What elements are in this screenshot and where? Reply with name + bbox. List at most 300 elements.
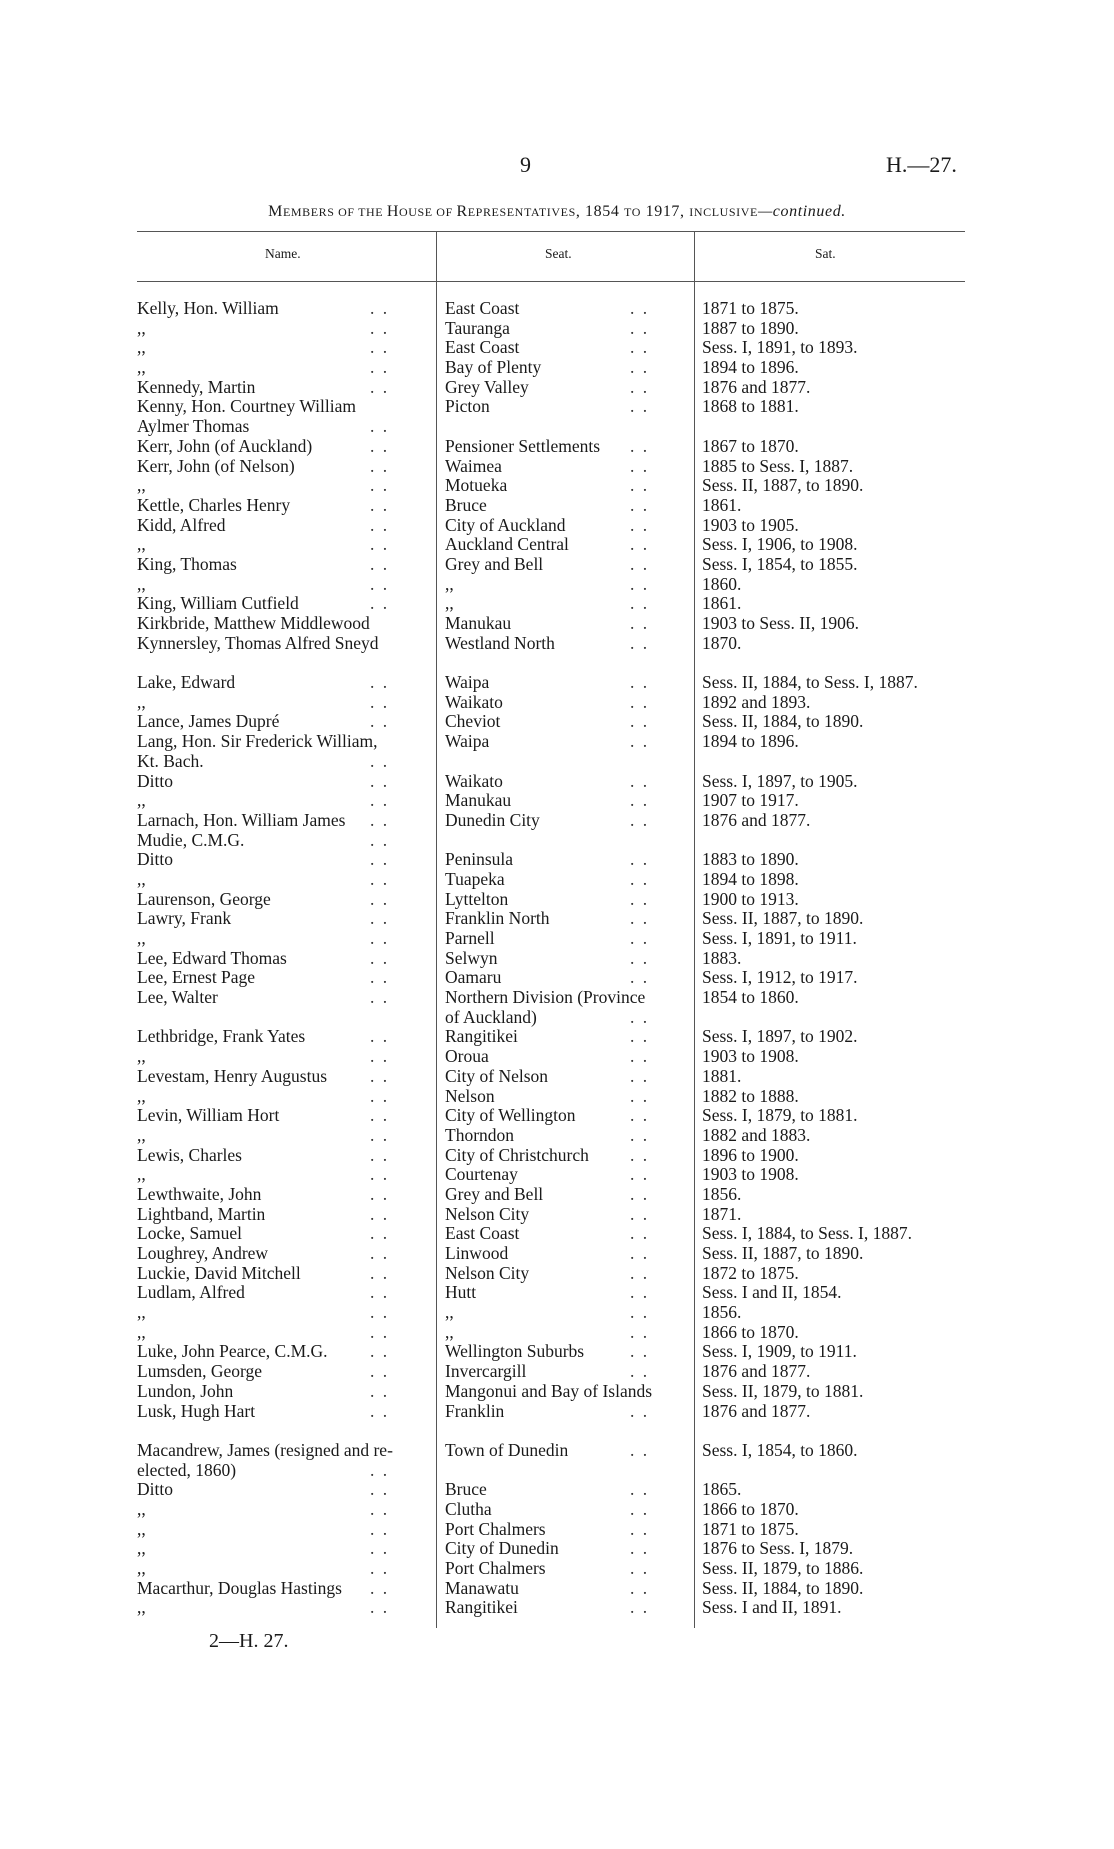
table-row — [0, 1402, 1114, 1422]
leader-dots: . . — [370, 455, 390, 476]
caption-part: R — [456, 203, 468, 220]
leader-dots: . . — [630, 888, 650, 909]
leader-dots: . . — [630, 1262, 650, 1283]
leader-dots: . . — [630, 376, 650, 397]
leader-dots: . . — [370, 829, 390, 850]
table-row — [0, 614, 1114, 634]
page-number: 9 — [520, 152, 531, 177]
sat-cell: 1865. — [702, 1479, 742, 1500]
sat-cell: 1876 and 1877. — [702, 376, 811, 397]
table-row — [0, 1205, 1114, 1225]
caption-part: EPRESENTATIVES — [467, 205, 576, 219]
sat-cell: 1866 to 1870. — [702, 1321, 799, 1342]
sat-cell: 1881. — [702, 1065, 742, 1086]
table-row — [0, 555, 1114, 575]
name-cell: Ditto — [137, 770, 173, 791]
name-cell: Kettle, Charles Henry — [137, 494, 291, 515]
name-cell: Mudie, C.M.G. — [137, 829, 245, 850]
sat-cell: Sess. II, 1879, to 1886. — [702, 1558, 864, 1578]
column-header-seat: Seat. — [545, 246, 572, 261]
table-spacer — [0, 653, 1114, 673]
leader-dots: . . — [370, 1105, 390, 1126]
leader-dots: . . — [630, 1026, 650, 1047]
leader-dots: . . — [630, 849, 650, 870]
seat-cell: Tauranga — [445, 317, 510, 338]
leader-dots: . . — [630, 1518, 650, 1539]
name-cell: Kerr, John (of Auckland) — [137, 435, 313, 456]
leader-dots: . . — [370, 1262, 390, 1283]
table-row — [0, 1342, 1114, 1362]
sat-cell: 1860. — [702, 573, 742, 594]
name-cell: Lee, Ernest Page — [137, 967, 256, 988]
caption-continued: —continued. — [757, 203, 846, 220]
name-cell: Lang, Hon. Sir Frederick William, — [137, 731, 378, 752]
leader-dots: . . — [630, 672, 650, 693]
name-cell: ,, — [137, 1518, 146, 1539]
table-row — [0, 1224, 1114, 1244]
name-cell: ,, — [137, 790, 146, 811]
name-cell: Lumsden, George — [137, 1361, 263, 1382]
sat-cell: Sess. II, 1887, to 1890. — [702, 475, 864, 496]
sat-cell: Sess. II, 1884, to 1890. — [702, 711, 864, 732]
sat-cell: Sess. I, 1879, to 1881. — [702, 1105, 858, 1126]
caption-part: OUSE OF — [398, 205, 457, 219]
leader-dots: . . — [370, 573, 390, 594]
leader-dots: . . — [370, 1026, 390, 1047]
seat-cell: Nelson City — [445, 1262, 530, 1283]
table-row — [0, 1244, 1114, 1264]
sat-cell: 1867 to 1870. — [702, 435, 799, 456]
leader-dots: . . — [630, 1400, 650, 1421]
sat-cell: 1903 to 1908. — [702, 1164, 799, 1185]
name-cell: ,, — [137, 1321, 146, 1342]
table-row — [0, 1598, 1114, 1618]
sat-cell: 1892 and 1893. — [702, 691, 811, 712]
seat-cell: Manukau — [445, 613, 512, 633]
name-cell: Kt. Bach. — [137, 750, 204, 771]
leader-dots: . . — [630, 573, 650, 594]
sat-cell: 1882 to 1888. — [702, 1085, 799, 1106]
seat-cell: Bruce — [445, 494, 487, 515]
table-header-rule — [137, 281, 965, 282]
leader-dots: . . — [630, 1361, 650, 1382]
seat-cell: Manawatu — [445, 1577, 519, 1598]
leader-dots: . . — [630, 534, 650, 555]
table-row — [0, 1146, 1114, 1166]
leader-dots: . . — [630, 790, 650, 811]
leader-dots: . . — [370, 908, 390, 929]
leader-dots: . . — [370, 514, 390, 535]
leader-dots: . . — [630, 1577, 650, 1598]
leader-dots: . . — [630, 396, 650, 417]
leader-dots: . . — [370, 1282, 390, 1303]
seat-cell: Grey and Bell — [445, 553, 544, 574]
table-caption — [0, 203, 1114, 221]
leader-dots: . . — [630, 593, 650, 614]
table-row — [0, 1579, 1114, 1599]
sat-cell: 1903 to 1905. — [702, 514, 799, 535]
leader-dots: . . — [370, 691, 390, 712]
sat-cell: Sess. I, 1897, to 1902. — [702, 1026, 858, 1047]
seat-cell: Town of Dunedin — [445, 1439, 569, 1460]
name-cell: ,, — [137, 1302, 146, 1323]
table-row — [0, 949, 1114, 969]
leader-dots: . . — [630, 1006, 650, 1027]
table-row — [0, 496, 1114, 516]
sat-cell: 1872 to 1875. — [702, 1262, 799, 1283]
sat-cell: 1876 and 1877. — [702, 1400, 811, 1421]
table-row — [0, 299, 1114, 319]
name-cell: ,, — [137, 1558, 146, 1578]
name-cell: ,, — [137, 1085, 146, 1106]
leader-dots: . . — [370, 435, 390, 456]
leader-dots: . . — [630, 613, 650, 633]
leader-dots: . . — [630, 967, 650, 988]
table-row — [0, 457, 1114, 477]
name-cell: ,, — [137, 1498, 146, 1519]
table-row — [0, 1027, 1114, 1047]
table-row — [0, 516, 1114, 536]
name-cell: ,, — [137, 1597, 146, 1618]
table-row — [0, 1008, 1114, 1028]
sheet-footer: 2—H. 27. — [209, 1630, 289, 1652]
table-row — [0, 1480, 1114, 1500]
seat-cell: Pensioner Settlements — [445, 435, 601, 456]
name-cell: King, William Cutfield — [137, 593, 299, 614]
leader-dots: . . — [370, 1380, 390, 1401]
sat-cell: 1876 to Sess. I, 1879. — [702, 1538, 854, 1559]
name-cell: ,, — [137, 928, 146, 948]
leader-dots: . . — [370, 1597, 390, 1618]
leader-dots: . . — [630, 731, 650, 752]
table-row — [0, 1087, 1114, 1107]
name-cell: Aylmer Thomas — [137, 416, 250, 437]
seat-cell: ,, — [445, 1321, 454, 1342]
seat-cell: Tuapeka — [445, 868, 505, 889]
sat-cell: 1896 to 1900. — [702, 1144, 799, 1165]
leader-dots: . . — [630, 809, 650, 830]
leader-dots: . . — [630, 514, 650, 535]
seat-cell: Oroua — [445, 1046, 489, 1067]
seat-cell: Picton — [445, 396, 490, 417]
seat-cell: of Auckland) — [445, 1006, 537, 1027]
leader-dots: . . — [630, 1183, 650, 1204]
name-cell: Kelly, Hon. William — [137, 298, 279, 318]
leader-dots: . . — [630, 1479, 650, 1500]
sat-cell: 1883 to 1890. — [702, 849, 799, 870]
seat-cell: Auckland Central — [445, 534, 569, 555]
leader-dots: . . — [370, 376, 390, 397]
leader-dots: . . — [370, 672, 390, 693]
sat-cell: 1876 and 1877. — [702, 1361, 811, 1382]
table-row — [0, 1362, 1114, 1382]
table-row — [0, 1303, 1114, 1323]
table-row — [0, 968, 1114, 988]
name-cell: Kenny, Hon. Courtney William — [137, 396, 356, 417]
seat-cell: Port Chalmers — [445, 1558, 546, 1578]
sat-cell: Sess. I, 1909, to 1911. — [702, 1341, 857, 1362]
name-cell: ,, — [137, 573, 146, 594]
seat-cell: Courtenay — [445, 1164, 518, 1185]
table-row — [0, 476, 1114, 496]
name-cell: ,, — [137, 534, 146, 555]
leader-dots: . . — [630, 1085, 650, 1106]
leader-dots: . . — [630, 1223, 650, 1244]
leader-dots: . . — [630, 1164, 650, 1185]
name-cell: Larnach, Hon. William James — [137, 809, 346, 830]
name-cell: Macarthur, Douglas Hastings — [137, 1577, 342, 1598]
leader-dots: . . — [370, 1085, 390, 1106]
seat-cell: City of Christchurch — [445, 1144, 589, 1165]
table-row — [0, 1106, 1114, 1126]
leader-dots: . . — [370, 593, 390, 614]
name-cell: Levestam, Henry Augustus — [137, 1065, 328, 1086]
caption-part: H — [386, 203, 399, 220]
table-row — [0, 417, 1114, 437]
leader-dots: . . — [630, 1144, 650, 1165]
name-cell: Lance, James Dupré — [137, 711, 280, 732]
table-row — [0, 358, 1114, 378]
leader-dots: . . — [370, 494, 390, 515]
leader-dots: . . — [370, 868, 390, 889]
leader-dots: . . — [370, 849, 390, 870]
seat-cell: Nelson City — [445, 1203, 530, 1224]
table-row — [0, 634, 1114, 654]
sat-cell: 1866 to 1870. — [702, 1498, 799, 1519]
leader-dots: . . — [370, 317, 390, 338]
name-cell: ,, — [137, 1124, 146, 1145]
table-row — [0, 1264, 1114, 1284]
leader-dots: . . — [370, 790, 390, 811]
leader-dots: . . — [630, 770, 650, 791]
seat-cell: Rangitikei — [445, 1026, 518, 1047]
sat-cell: Sess. II, 1884, to 1890. — [702, 1577, 864, 1598]
sat-cell: 1876 and 1877. — [702, 809, 811, 830]
sat-cell: 1871. — [702, 1203, 742, 1224]
name-cell: ,, — [137, 337, 146, 358]
table-row — [0, 732, 1114, 752]
sat-cell: Sess. II, 1887, to 1890. — [702, 908, 864, 929]
caption-part: EMBERS OF THE — [282, 205, 387, 219]
table-row — [0, 673, 1114, 693]
seat-cell: City of Dunedin — [445, 1538, 559, 1559]
leader-dots: . . — [370, 1518, 390, 1539]
leader-dots: . . — [370, 809, 390, 830]
sat-cell: Sess. I, 1897, to 1905. — [702, 770, 858, 791]
leader-dots: . . — [630, 868, 650, 889]
sat-cell: Sess. II, 1879, to 1881. — [702, 1380, 864, 1401]
leader-dots: . . — [370, 1498, 390, 1519]
sat-cell: Sess. II, 1884, to Sess. I, 1887. — [702, 672, 918, 693]
sat-cell: Sess. II, 1887, to 1890. — [702, 1243, 864, 1263]
leader-dots: . . — [630, 317, 650, 338]
table-row — [0, 772, 1114, 792]
leader-dots: . . — [630, 632, 650, 653]
sat-cell: 1885 to Sess. I, 1887. — [702, 455, 854, 476]
leader-dots: . . — [370, 1124, 390, 1145]
leader-dots: . . — [370, 1459, 390, 1480]
table-row — [0, 1165, 1114, 1185]
name-cell: Luckie, David Mitchell — [137, 1262, 301, 1283]
seat-cell: Hutt — [445, 1282, 477, 1303]
leader-dots: . . — [630, 691, 650, 712]
seat-cell: ,, — [445, 1302, 454, 1323]
table-row — [0, 1323, 1114, 1343]
sat-cell: 1871 to 1875. — [702, 298, 799, 318]
leader-dots: . . — [370, 1223, 390, 1244]
table-spacer — [0, 1421, 1114, 1441]
table-row — [0, 890, 1114, 910]
leader-dots: . . — [630, 435, 650, 456]
sat-cell: 1854 to 1860. — [702, 987, 799, 1008]
name-cell: Locke, Samuel — [137, 1223, 242, 1244]
name-cell: Kidd, Alfred — [137, 514, 226, 535]
leader-dots: . . — [630, 455, 650, 476]
table-row — [0, 1382, 1114, 1402]
sat-cell: Sess. I, 1854, to 1860. — [702, 1439, 858, 1460]
seat-cell: East Coast — [445, 1223, 520, 1244]
leader-dots: . . — [630, 1046, 650, 1067]
table-row — [0, 1126, 1114, 1146]
seat-cell: Franklin — [445, 1400, 505, 1421]
sat-cell: 1894 to 1896. — [702, 731, 799, 752]
leader-dots: . . — [370, 1302, 390, 1323]
seat-cell: Waipa — [445, 672, 490, 693]
leader-dots: . . — [370, 928, 390, 948]
sat-cell: Sess. I, 1891, to 1911. — [702, 928, 857, 948]
seat-cell: Waimea — [445, 455, 502, 476]
name-cell: Ditto — [137, 1479, 173, 1500]
column-header-sat: Sat. — [815, 246, 836, 261]
sat-cell: 1882 and 1883. — [702, 1124, 811, 1145]
name-cell: Ludlam, Alfred — [137, 1282, 245, 1303]
table-row — [0, 909, 1114, 929]
seat-cell: Nelson — [445, 1085, 495, 1106]
table-row — [0, 988, 1114, 1008]
seat-cell: Thorndon — [445, 1124, 515, 1145]
seat-cell: Linwood — [445, 1243, 509, 1263]
sat-cell: 1894 to 1896. — [702, 357, 799, 378]
table-row — [0, 1047, 1114, 1067]
name-cell: ,, — [137, 1046, 146, 1067]
leader-dots: . . — [370, 337, 390, 358]
sat-cell: 1861. — [702, 494, 742, 515]
leader-dots: . . — [630, 1341, 650, 1362]
seat-cell: Rangitikei — [445, 1597, 518, 1618]
seat-cell: Invercargill — [445, 1361, 527, 1382]
leader-dots: . . — [370, 1400, 390, 1421]
table-row — [0, 1539, 1114, 1559]
leader-dots: . . — [370, 1203, 390, 1224]
table-row — [0, 575, 1114, 595]
caption-part: TO — [624, 205, 642, 219]
sat-cell: 1903 to 1908. — [702, 1046, 799, 1067]
sat-cell: 1868 to 1881. — [702, 396, 799, 417]
seat-cell: City of Nelson — [445, 1065, 549, 1086]
seat-cell: Bay of Plenty — [445, 357, 542, 378]
leader-dots: . . — [630, 1321, 650, 1342]
name-cell: Loughrey, Andrew — [137, 1243, 269, 1263]
name-cell: Lawry, Frank — [137, 908, 232, 929]
sat-cell: 1894 to 1898. — [702, 868, 799, 889]
leader-dots: . . — [630, 947, 650, 968]
leader-dots: . . — [370, 1183, 390, 1204]
leader-dots: . . — [630, 553, 650, 574]
sat-cell: Sess. I, 1912, to 1917. — [702, 967, 858, 988]
seat-cell: ,, — [445, 593, 454, 614]
name-cell: Kirkbride, Matthew Middlewood — [137, 613, 370, 633]
sat-cell: 1907 to 1917. — [702, 790, 799, 811]
name-cell: ,, — [137, 317, 146, 338]
seat-cell: Port Chalmers — [445, 1518, 546, 1539]
name-cell: Kennedy, Martin — [137, 376, 256, 397]
table-row — [0, 338, 1114, 358]
seat-cell: City of Wellington — [445, 1105, 576, 1126]
sat-cell: 1856. — [702, 1183, 742, 1204]
leader-dots: . . — [630, 475, 650, 496]
seat-cell: Grey and Bell — [445, 1183, 544, 1204]
leader-dots: . . — [370, 947, 390, 968]
leader-dots: . . — [630, 1105, 650, 1126]
leader-dots: . . — [370, 1065, 390, 1086]
table-row — [0, 870, 1114, 890]
leader-dots: . . — [630, 1558, 650, 1578]
name-cell: Lundon, John — [137, 1380, 234, 1401]
leader-dots: . . — [630, 1203, 650, 1224]
name-cell: Lusk, Hugh Hart — [137, 1400, 256, 1421]
table-row — [0, 811, 1114, 831]
sat-cell: Sess. I, 1891, to 1893. — [702, 337, 858, 358]
seat-cell: Waipa — [445, 731, 490, 752]
table-row — [0, 693, 1114, 713]
leader-dots: . . — [370, 1577, 390, 1598]
leader-dots: . . — [630, 908, 650, 929]
table-row — [0, 791, 1114, 811]
seat-cell: Westland North — [445, 632, 555, 653]
leader-dots: . . — [630, 1498, 650, 1519]
name-cell: Ditto — [137, 849, 173, 870]
sat-cell: 1861. — [702, 593, 742, 614]
sat-cell: Sess. I, 1884, to Sess. I, 1887. — [702, 1223, 913, 1244]
members-table-body — [0, 299, 1114, 1618]
name-cell: Lee, Edward Thomas — [137, 947, 287, 968]
sat-cell: Sess. I and II, 1891. — [702, 1597, 842, 1618]
seat-cell: Grey Valley — [445, 376, 529, 397]
leader-dots: . . — [630, 1243, 650, 1263]
name-cell: Levin, William Hort — [137, 1105, 280, 1126]
leader-dots: . . — [370, 1321, 390, 1342]
table-top-rule — [137, 231, 965, 232]
column-header-name: Name. — [265, 246, 301, 261]
sat-cell: Sess. I, 1906, to 1908. — [702, 534, 858, 555]
table-row — [0, 1520, 1114, 1540]
caption-part: 1917, — [641, 203, 690, 220]
seat-cell: City of Auckland — [445, 514, 566, 535]
name-cell: ,, — [137, 868, 146, 889]
name-cell: Laurenson, George — [137, 888, 271, 909]
caption-part: INCLUSIVE — [689, 205, 758, 219]
seat-cell: East Coast — [445, 298, 520, 318]
seat-cell: Peninsula — [445, 849, 514, 870]
name-cell: Luke, John Pearce, C.M.G. — [137, 1341, 328, 1362]
sat-cell: Sess. I, 1854, to 1855. — [702, 553, 858, 574]
table-row — [0, 712, 1114, 732]
name-cell: elected, 1860) — [137, 1459, 237, 1480]
name-cell: King, Thomas — [137, 553, 237, 574]
seat-cell: Wellington Suburbs — [445, 1341, 585, 1362]
seat-cell: Mangonui and Bay of Islands — [445, 1380, 653, 1401]
leader-dots: . . — [370, 888, 390, 909]
